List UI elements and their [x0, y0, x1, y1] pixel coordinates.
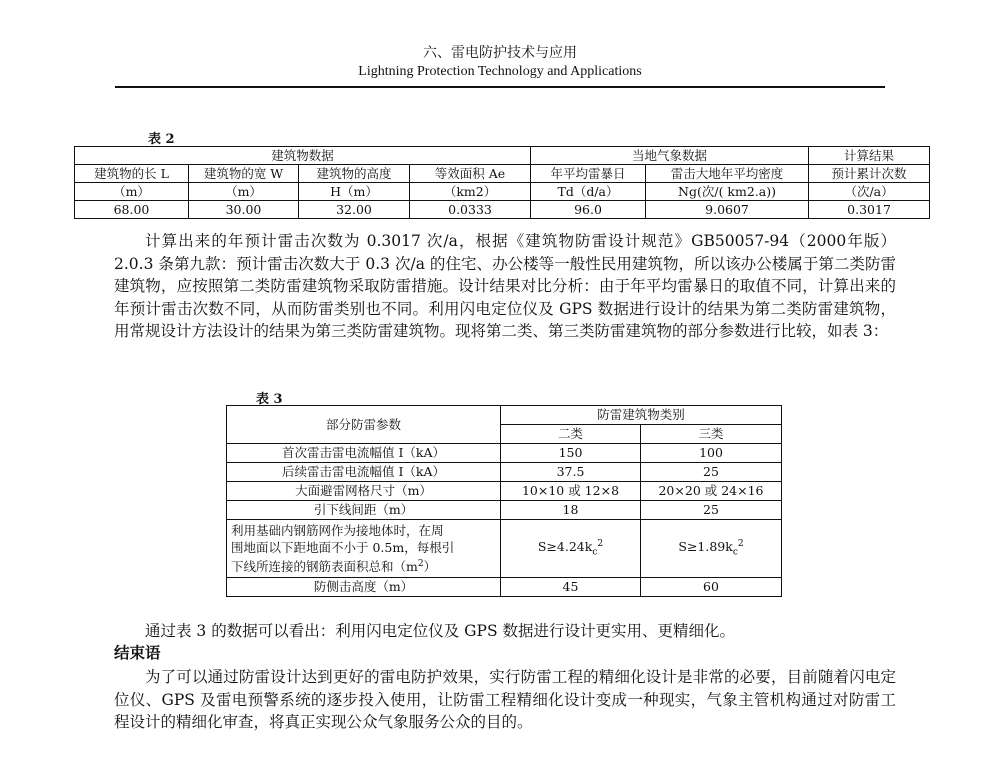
superscript: 2: [737, 539, 744, 550]
table2-header: 年平均雷暴日: [531, 165, 646, 183]
table3-class3-value: 100: [641, 444, 782, 463]
table3-param: 后续雷击雷电流幅值 I（kA）: [227, 463, 501, 482]
table2-value: 9.0607: [646, 201, 809, 219]
table3-class2-value: 150: [501, 444, 641, 463]
subscript: c: [732, 547, 738, 558]
table3-param: 大面避雷网格尺寸（m）: [227, 482, 501, 501]
table2-value: 0.3017: [809, 201, 930, 219]
table2-header: 建筑物的长 L: [75, 165, 189, 183]
table2-value: 0.0333: [410, 201, 531, 219]
table2-value: 30.00: [189, 201, 299, 219]
table3-class3-value: 25: [641, 501, 782, 520]
body-paragraph-2: [114, 620, 896, 643]
table2-unit: （次/a）: [809, 183, 930, 201]
table3-caption: 表 3: [256, 392, 283, 407]
table3-class3-header: 三类: [641, 425, 782, 444]
table2: [74, 146, 930, 219]
table3-param: 引下线间距（m）: [227, 501, 501, 520]
param-line-end: ）: [423, 559, 437, 575]
table3-class3-value: [641, 520, 782, 578]
table3-category-header: 防雷建筑物类别: [501, 406, 782, 425]
superscript: 2: [417, 559, 424, 569]
table3-class2-value: 45: [501, 578, 641, 597]
paragraph-text: 计算出来的年预计雷击次数为 0.3017 次/a，根据《建筑物防雷设计规范》GB50057-94（2000年版）2.0.3 条第九款：预计雷击次数大于 0.3 次/a 的住宅、办公楼等一般性民用建筑物，所以该办公楼属于第二类防雷建筑物，应按照第二类防雷建筑物采取防雷措施。设计结果对比分析：由于年平均雷暴日的取值不同，计算出来的年预计雷击次数不同，从而防雷类别也不同。利用闪电定位仪及 GPS 数据进行设计的结果为第二类防雷建筑物，用常规设计方法设计的结果为第三类防雷建筑物。现将第二类、第三类防雷建筑物的部分参数进行比较，如表 3：: [114, 232, 896, 341]
table2-group-result: 计算结果: [809, 147, 930, 165]
table2-unit: （km2）: [410, 183, 531, 201]
table2-caption: 表 2: [148, 132, 175, 147]
subscript: c: [592, 547, 598, 558]
running-header-en: Lightning Protection Technology and Applications: [358, 64, 642, 79]
body-paragraph-1: [114, 230, 896, 343]
table2-value: 68.00: [75, 201, 189, 219]
table2-value: 32.00: [299, 201, 410, 219]
table3-class2-value: [501, 520, 641, 578]
table3-param-multiline: [227, 520, 501, 578]
table2-header: 等效面积 Ae: [410, 165, 531, 183]
header-rule: [115, 86, 885, 88]
table2-header: 预计累计次数: [809, 165, 930, 183]
conclusion-heading: 结束语: [114, 643, 161, 662]
table2-header: 雷击大地年平均密度: [646, 165, 809, 183]
table2-unit: Td（d/a）: [531, 183, 646, 201]
table3: [226, 405, 782, 597]
paragraph-text: 为了可以通过防雷设计达到更好的雷电防护效果，实行防雷工程的精细化设计是非常的必要，目前随着闪电定位仪、GPS 及雷电预警系统的逐步投入使用，让防雷工程精细化设计变成一种现实，气象主管机构通过对防雷工程设计的精细化审查，将真正实现公众气象服务公众的目的。: [114, 668, 896, 732]
table3-class2-value: 10×10 或 12×8: [501, 482, 641, 501]
table2-group-building: 建筑物数据: [75, 147, 531, 165]
conclusion-paragraph: [114, 666, 896, 734]
table2-header: 建筑物的高度: [299, 165, 410, 183]
table2-unit: （m）: [75, 183, 189, 201]
table2-value: 96.0: [531, 201, 646, 219]
table2-unit: H（m）: [299, 183, 410, 201]
table3-class3-value: 60: [641, 578, 782, 597]
superscript: 2: [597, 539, 604, 550]
table3-class2-header: 二类: [501, 425, 641, 444]
table2-unit: （m）: [189, 183, 299, 201]
paragraph-text: 通过表 3 的数据可以看出：利用闪电定位仪及 GPS 数据进行设计更实用、更精细化。: [145, 622, 736, 640]
table3-class2-value: 18: [501, 501, 641, 520]
formula-base: S≥4.24k: [537, 539, 593, 555]
param-line: 下线所连接的钢筋表面积总和（m: [231, 559, 418, 575]
table3-param-header: 部分防雷参数: [227, 406, 501, 444]
table2-unit: Ng(次/( km2.a)): [646, 183, 809, 201]
table3-param: 防侧击高度（m）: [227, 578, 501, 597]
table2-group-weather: 当地气象数据: [531, 147, 809, 165]
table2-header: 建筑物的宽 W: [189, 165, 299, 183]
table3-param: 首次雷击雷电流幅值 I（kA）: [227, 444, 501, 463]
formula-base: S≥1.89k: [678, 539, 733, 555]
table3-class2-value: 37.5: [501, 463, 641, 482]
param-line: 围地面以下距地面不小于 0.5m，每根引: [231, 540, 455, 555]
param-line: 利用基础内钢筋网作为接地体时，在周: [231, 523, 444, 538]
running-header-cn: 六、雷电防护技术与应用: [423, 45, 577, 61]
table3-class3-value: 25: [641, 463, 782, 482]
table3-class3-value: 20×20 或 24×16: [641, 482, 782, 501]
